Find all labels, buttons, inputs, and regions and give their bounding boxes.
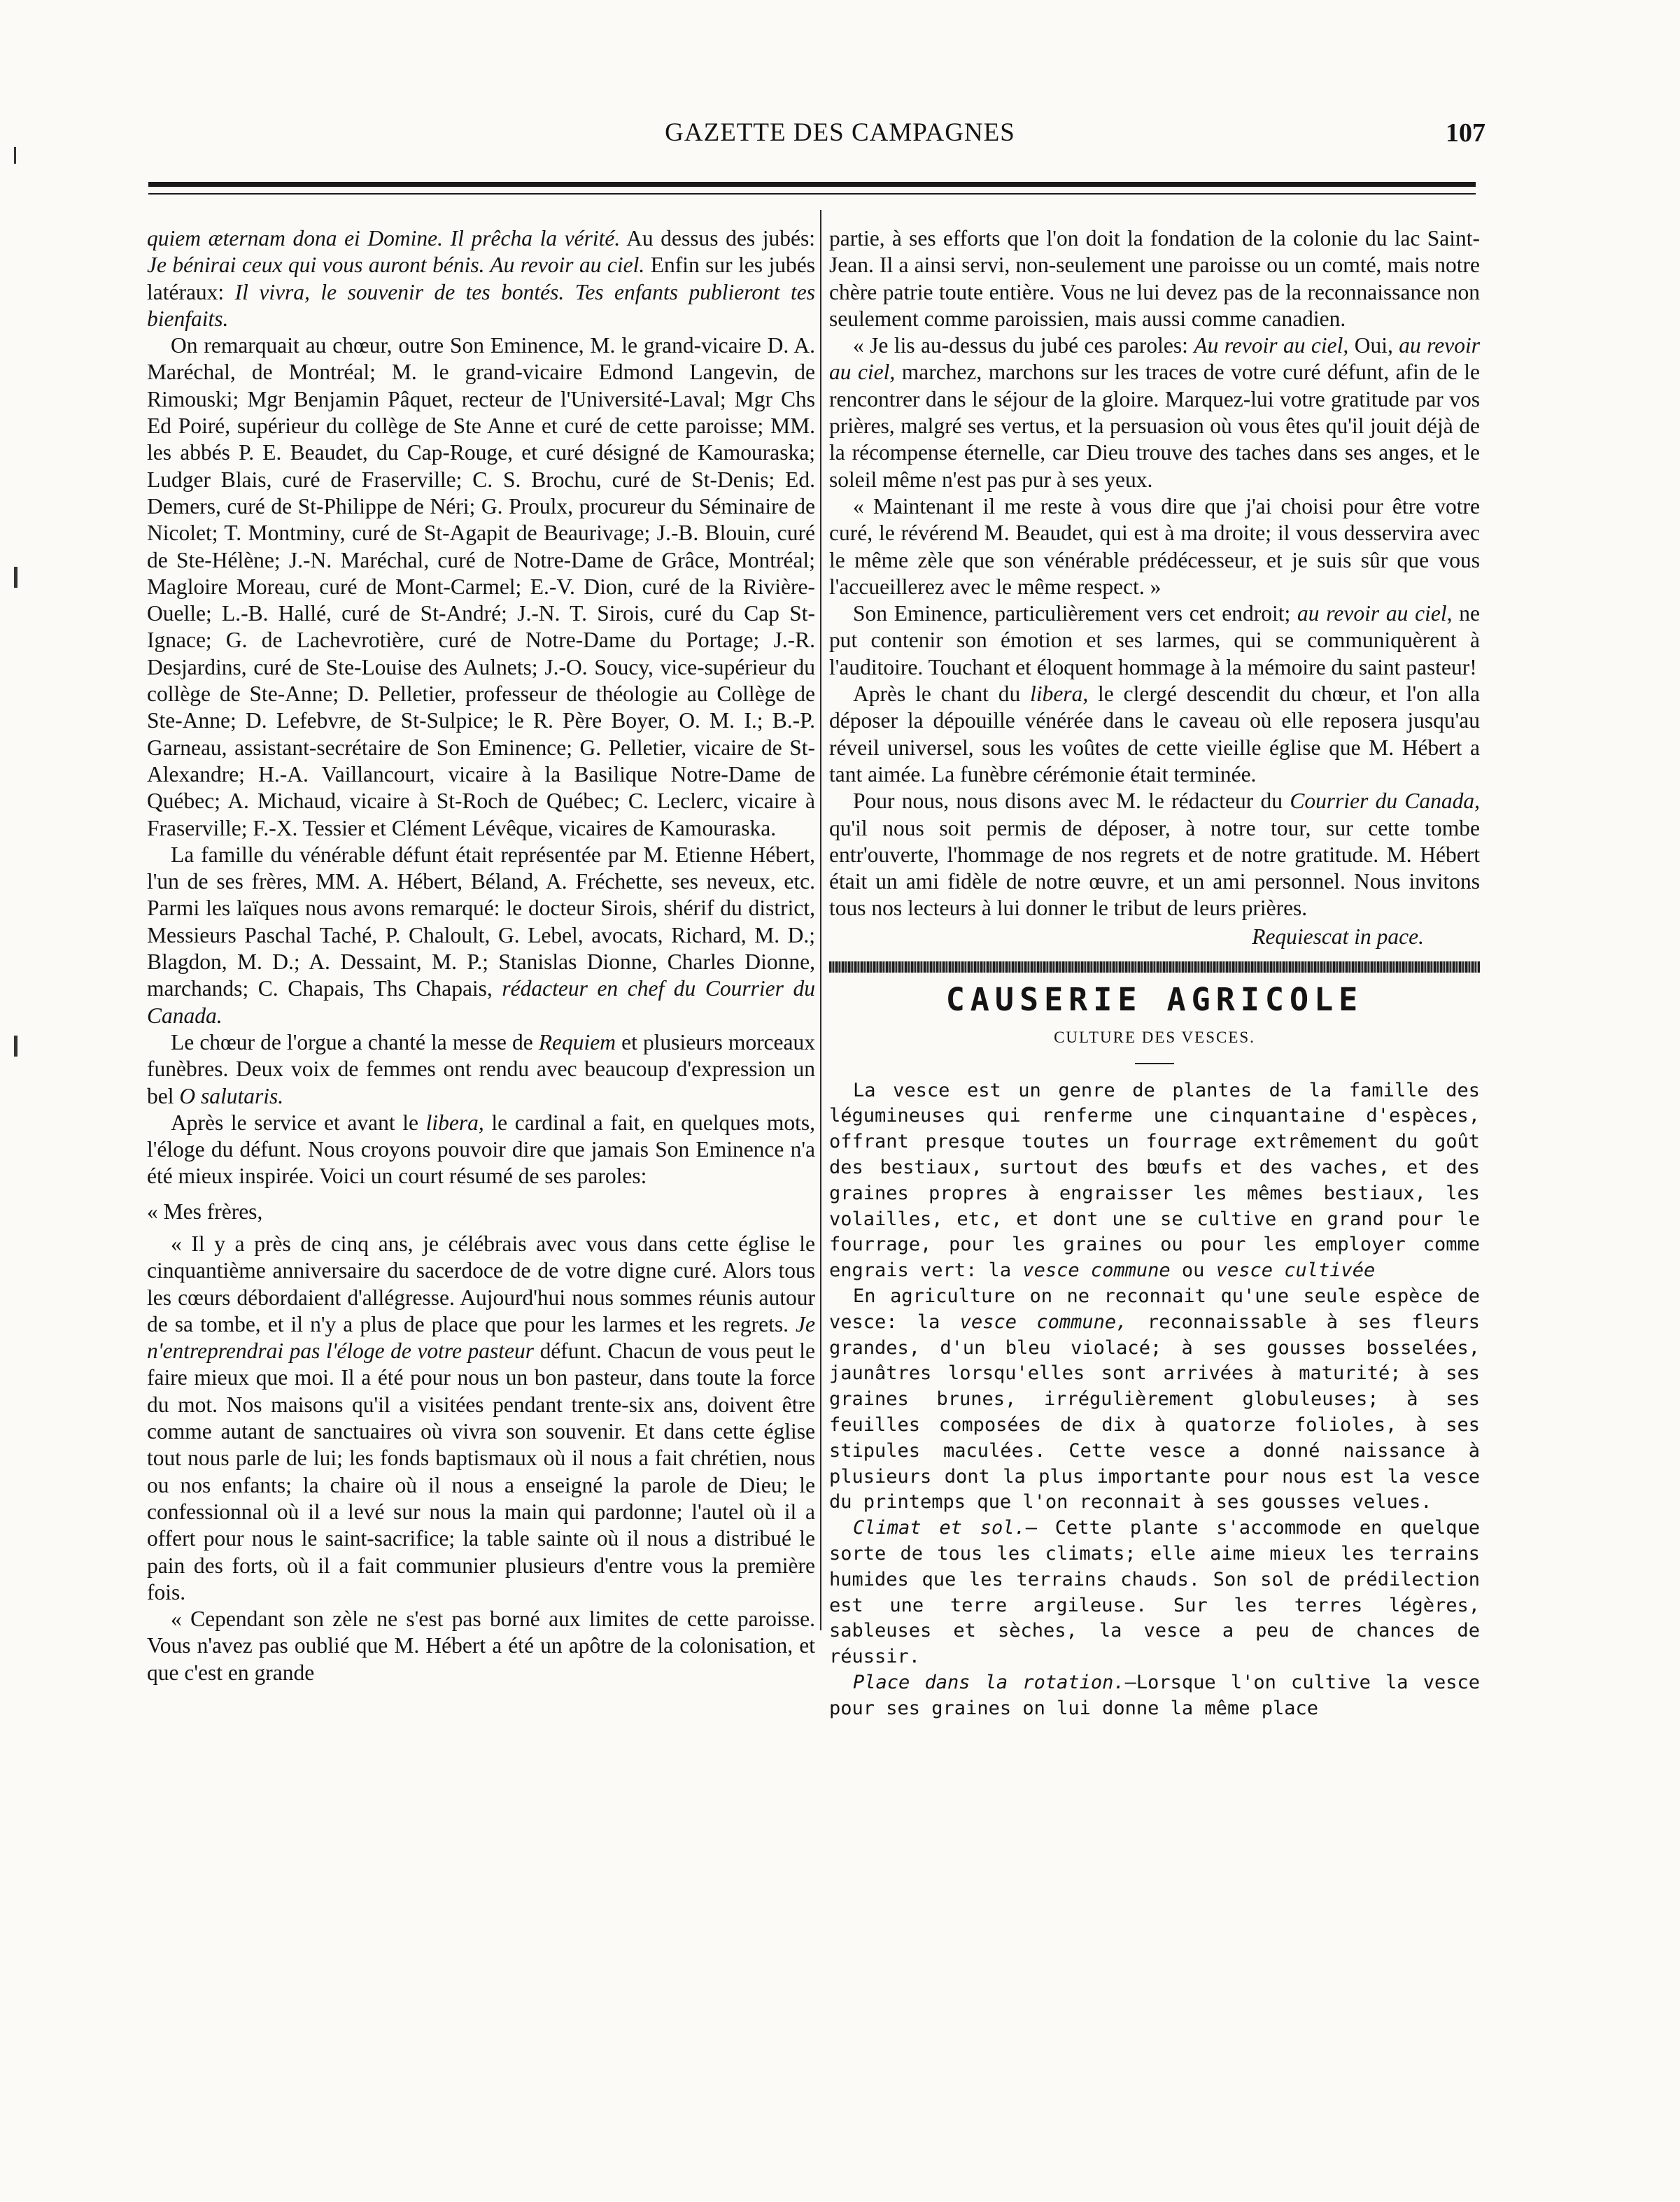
text-run: On remarquait au chœur, outre Son Eminence, M. le grand-vicaire D. A. Maréchal, de Montréal; M. le grand-vicaire Edmond Langevin, de Rimouski; Mgr Benjamin Pâquet, recteur de l'Université-Laval; Mgr Chs Ed Poiré, supérieur du collège de Ste Anne et curé de cette paroisse; MM. les abbés P. E. Beaudet, du Cap-Rouge, et curé désigné de Kamouraska; Ludger Blais, curé de Fraserville; C. S. Brochu, curé de St-Denis; Ed. Demers, curé de St-Philippe de Néri; G. Proulx, procureur du Séminaire de Nicolet; T. Montminy, curé de St-Agapit de Beaurivage; J.-B. Blouin, curé de Ste-Hélène; J.-N. Maréchal, curé de Notre-Dame de Grâce, Montréal; Magloire Moreau, curé de Mont-Carmel; E.-V. Dion, curé de la Rivière-Ouelle; L.-B. Hallé, curé de St-André; J.-N. T. Sirois, curé du Cap St-Ignace; G. de Lachevrotière, curé de Notre-Dame du Portage; J.-R. Desjardins, curé de Ste-Louise des Aulnets; J.-O. Soucy, vice-supérieur du collège de Ste-Anne; D. Pelletier, professeur de théologie au Collège de Ste-Anne; D. Lefebvre, de St-Sulpice; le R. Père Boyer, O. M. I.; B.-P. Garneau, assistant-secrétaire de Son Eminence; G. Pelletier, vicaire de St-Alexandre; H.-A. Vaillancourt, vicaire à la Basilique Notre-Dame de Québec; A. Michaud, vicaire à St-Roch de Québec; C. Leclerc, vicaire à Fraserville; F.-X. Tessier et Clément Lévêque, vicaires de Kamouraska. <box>147 333 815 840</box>
text-run: Pour nous, nous disons avec M. le rédacteur du <box>853 789 1290 814</box>
section-title: CAUSERIE AGRICOLE <box>945 981 1364 1019</box>
text-run: et plusieurs morceaux funèbres. Deux voix de femmes ont rendu avec beaucoup d'expression un bel <box>147 1029 815 1108</box>
paragraph <box>147 1231 815 1606</box>
text-run: Son Eminence, particulièrement vers cet endroit; <box>853 601 1298 626</box>
text-run: — Cette plante s'accommode en quelque sorte de tous les climats; elle aime mieux les terrains humides que les terrains chauds. Son sol de prédilection est une terre argileuse. Sur les terres légères, sableuses et sèches, la vesce a peu de chances de réussir. <box>829 1517 1481 1668</box>
header-rule-thin <box>148 193 1476 195</box>
paragraph <box>829 493 1480 600</box>
text-run: « Je lis au-dessus du jubé ces paroles: <box>853 333 1194 358</box>
paragraph <box>147 1199 815 1225</box>
text-run: « Il y a près de cinq ans, je célébrais avec vous dans cette église le cinquantième anniversaire du sacerdoce de de votre digne curé. Alors tous les cœurs débordaient d'allégresse. Aujourd'hui nous sommes réunis autour de sa tombe, et il n'y a plus de place que pour les larmes et les regrets. <box>147 1231 815 1336</box>
italic-text-run: Courrier du Canada, <box>1290 789 1481 814</box>
paragraph <box>829 225 1480 332</box>
italic-text-run: libera, <box>1030 682 1089 707</box>
text-run: le clergé descendit du chœur, et l'on alla déposer la dépouille vénérée dans le caveau où elle reposera jusqu'au réveil universel, sous les voûtes de cette vieille église que M. Hébert a tant aimée. La funèbre cérémonie était terminée. <box>829 682 1480 786</box>
paragraph <box>147 1029 815 1110</box>
italic-text-run: vesce cultivée <box>1215 1259 1376 1282</box>
text-run: le cardinal a fait, en quelques mots, l'éloge du défunt. Nous croyons pouvoir dire que jamais Son Eminence n'a été mieux inspirée. Voici un court résumé de ses paroles: <box>147 1110 815 1189</box>
paragraph <box>829 1516 1480 1670</box>
paragraph <box>829 1284 1480 1516</box>
italic-text-run: Je bénirai ceux qui vous auront bénis. Au revoir au ciel. <box>147 253 645 278</box>
text-run: En agriculture on ne reconnait qu'une seule espèce de vesce: la <box>829 1285 1480 1333</box>
paragraph <box>147 1110 815 1190</box>
text-run: La vesce est un genre de plantes de la famille des légumineuses qui renferme une cinquantaine d'espèces, offrant presque toutes un fourrage extrêmement du goût des bestiaux, surtout des bœufs et des vaches, et des graines propres à engraisser les mêmes bestiaux, les volailles, etc, et dont une se cultive en grand pour le fourrage, pour les graines ou pour les employer comme engrais vert: la <box>829 1079 1480 1282</box>
header-rule-thick <box>148 182 1476 187</box>
column-divider <box>820 210 821 1630</box>
right-column <box>829 225 1480 1722</box>
italic-text-run: Climat et sol. <box>853 1517 1026 1539</box>
text-run: reconnaissable à ses fleurs grandes, d'un bleu violacé; à ses gousses bosselées, jaunâtres lorsqu'elles sont arrivées à maturité; à ses graines brunes, irrégulièrement globuleuses; à ses feuilles composées de dix à quatorze folioles, à ses stipules maculées. Cette vesce a donné naissance à plusieurs dont la plus importante pour nous est la vesce du printemps que l'on reconnait à ses gousses velues. <box>829 1311 1481 1513</box>
text-run: Après le service et avant le <box>171 1110 426 1135</box>
text-run: « Mes frères, <box>147 1199 263 1224</box>
short-rule <box>1135 1063 1174 1064</box>
paragraph <box>147 332 815 842</box>
margin-mark <box>14 147 16 164</box>
italic-text-run: Requiem <box>538 1029 616 1054</box>
text-run: Au dessus des jubés: <box>620 226 815 250</box>
italic-text-run: au revoir au ciel, <box>829 333 1480 385</box>
text-run: qu'il nous soit permis de déposer, à notre tour, sur cette tombe entr'ouverte, l'hommage de nos regrets et de notre gratitude. M. Hébert était un ami fidèle de notre œuvre, et un ami personnel. Nous invitons tous nos lecteurs à lui donner le tribut de leurs prières. <box>829 815 1480 921</box>
signoff: Requiescat in pace. <box>1252 924 1424 949</box>
italic-text-run: quiem æternam dona ei Domine. Il prêcha la vérité. <box>147 226 621 250</box>
left-column <box>147 225 815 1686</box>
text-run: Après le chant du <box>853 682 1031 707</box>
text-run: « Cependant son zèle ne s'est pas borné aux limites de cette paroisse. Vous n'avez pas oublié que M. Hébert a été un apôtre de la colonisation, et que c'est en grande <box>147 1607 815 1685</box>
text-run: —Lorsque l'on cultive la vesce pour ses graines on lui donne la même place <box>829 1671 1480 1719</box>
paragraph <box>147 842 815 1029</box>
text-run: « Maintenant il me reste à vous dire que j'ai choisi pour être votre curé, le révérend M. Beaudet, qui est à ma droite; il vous desservira avec le même zèle que son vénérable prédécesseur, et je suis sûr que vous l'accueillerez avec le même respect. » <box>829 493 1480 599</box>
paragraph <box>829 788 1480 922</box>
margin-mark <box>14 1036 17 1057</box>
paragraph <box>147 225 815 332</box>
italic-text-run: Au revoir au ciel, <box>1194 333 1349 358</box>
margin-mark <box>14 567 17 588</box>
italic-text-run: Il vivra, le souvenir de tes bontés. Tes enfants publieront tes bienfaits. <box>147 279 815 331</box>
paragraph <box>147 1606 815 1686</box>
text-run: ou <box>1170 1259 1216 1282</box>
text-run: La famille du vénérable défunt était représentée par M. Etienne Hébert, l'un de ses frères, MM. A. Hébert, Béland, A. Fréchette, ses neveux, etc. Parmi les laïques nous avons remarqué: le docteur Sirois, shérif du district, Messieurs Paschal Taché, P. Chaloult, G. Lebel, avocats, Richard, M. D.; Blagdon, M. D.; A. Dessaint, M. P.; Stanislas Dionne, Charles Dionne, marchands; C. Chapais, Ths Chapais, <box>147 842 815 1001</box>
text-run: Oui, <box>1348 333 1399 358</box>
italic-text-run: Place dans la rotation. <box>853 1671 1125 1693</box>
text-run: Enfin sur les jubés latéraux: <box>147 253 815 304</box>
paragraph <box>829 332 1480 493</box>
running-header-title: GAZETTE DES CAMPAGNES <box>665 118 1015 147</box>
italic-text-run: rédacteur en chef du Courrier du Canada. <box>147 976 815 1028</box>
italic-text-run: libera, <box>425 1110 484 1135</box>
text-run: marchez, marchons sur les traces de votre curé défunt, afin de le rencontrer dans le séjour de la gloire. Marquez-lui votre gratitude par vos prières, malgré ses vertus, et la persuasion où vous êtes qu'il jouit déjà de la récompense éternelle, car Dieu trouve des taches dans ses anges, et le soleil même n'est pas pur à ses yeux. <box>829 360 1480 492</box>
paragraph <box>829 681 1480 788</box>
italic-text-run: Je n'entreprendrai pas l'éloge de votre pasteur <box>147 1311 815 1364</box>
italic-text-run: vesce commune <box>1022 1259 1171 1282</box>
text-run: partie, à ses efforts que l'on doit la fondation de la colonie du lac Saint-Jean. Il a ainsi servi, non-seulement une paroisse ou un comté, mais notre chère patrie toute entière. Vous ne lui devez pas de la reconnaissance non seulement comme paroissien, mais aussi comme canadien. <box>829 226 1480 331</box>
paragraph <box>829 1670 1480 1722</box>
italic-text-run: au revoir au ciel, <box>1297 601 1453 626</box>
page-number: 107 <box>1446 118 1485 148</box>
paragraph <box>829 1078 1480 1284</box>
section-divider-band <box>829 961 1480 973</box>
text-run: ne put contenir son émotion et ses larmes, qui se communiquèrent à l'auditoire. Touchant et éloquent hommage à la mémoire du saint pasteur! <box>829 601 1481 679</box>
text-run: défunt. Chacun de vous peut le faire mieux que moi. Il a été pour nous un bon pasteur, dans toute la force du mot. Nos maisons qu'il a visitées pendant trente-six ans, doivent être comme autant de sanctuaires où vivra son souvenir. Et dans cette église tout nous parle de lui; les fonds baptismaux où il nous a fait chrétien, nous ou nos enfants; la chaire où il nous a enseigné la parole de Dieu; le confessionnal où il a levé sur nous la main qui pardonne; l'autel où il a offert pour nous le saint-sacrifice; la table sainte où il nous a distribué le pain des forts, où il a fait communier plusieurs d'entre vous la première fois. <box>147 1339 815 1604</box>
text-run: Le chœur de l'orgue a chanté la messe de <box>171 1029 539 1054</box>
italic-text-run: O salutaris. <box>179 1083 284 1108</box>
section-subtitle: CULTURE DES VESCES. <box>1054 1029 1255 1047</box>
agricultural-article <box>829 1078 1480 1722</box>
italic-text-run: vesce commune, <box>959 1311 1128 1333</box>
paragraph <box>829 600 1480 681</box>
